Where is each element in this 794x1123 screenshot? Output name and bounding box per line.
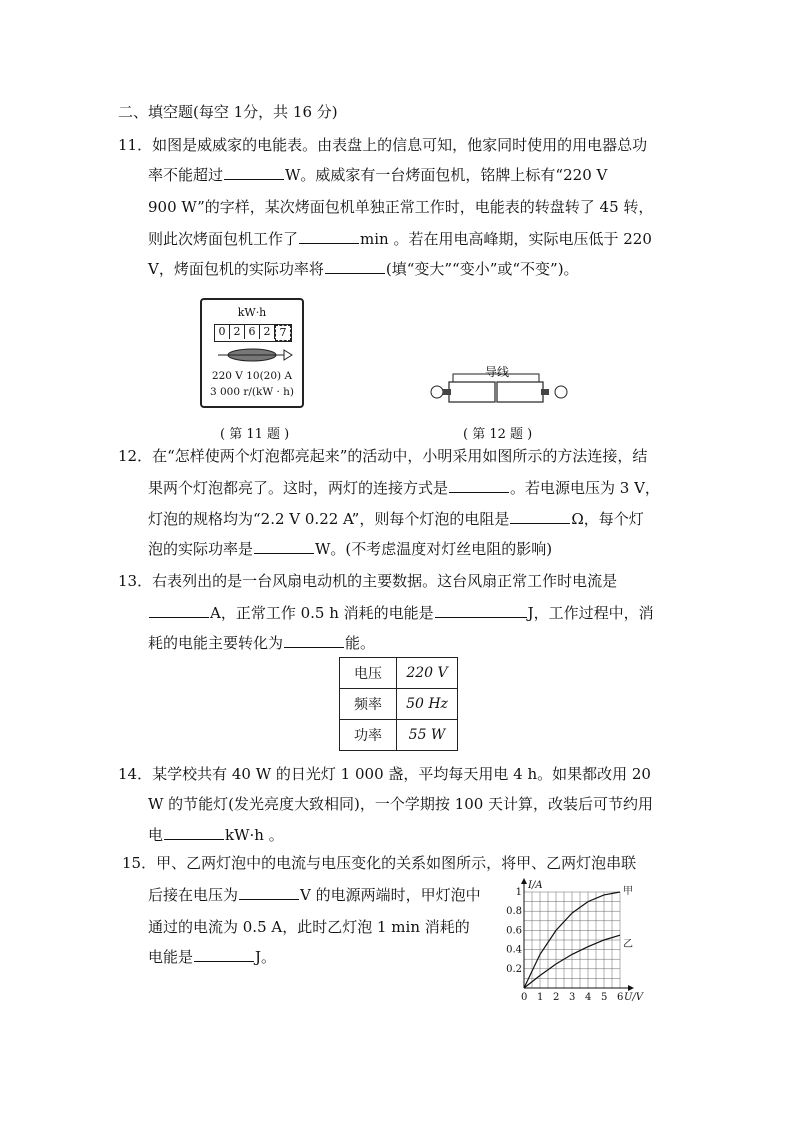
meter-digit: 2	[260, 325, 275, 339]
q11-text: (填“变大”“变小”或“不变”)。	[385, 260, 579, 278]
chart-labels	[506, 880, 645, 1002]
electric-meter-figure	[200, 298, 304, 408]
answer-blank[interactable]	[510, 509, 570, 524]
q13-line3	[148, 633, 375, 653]
y-tick-label: 0.4	[506, 944, 522, 956]
table-key: 电压	[340, 658, 397, 689]
q12-line3	[148, 509, 644, 529]
section-title: 二、填空题(每空 1分，共 16 分)	[118, 103, 338, 121]
q11-text: 率不能超过	[148, 166, 224, 184]
meter-constant: 3 000 r/(kW · h)	[209, 386, 295, 398]
q15-line1: 15．甲、乙两灯泡中的电流与电压变化的关系如图所示，将甲、乙两灯泡串联	[122, 854, 637, 872]
q11-line3: 900 W”的字样，某次烤面包机单独正常工作时，电能表的转盘转了 45 转，	[148, 198, 654, 216]
wire-label: 导线	[485, 365, 510, 379]
y-tick-label: 1	[515, 887, 522, 898]
q11-text: 则此次烤面包机工作了	[148, 230, 299, 248]
meter-digits	[214, 324, 292, 342]
x-tick-label: 3	[569, 992, 576, 1002]
answer-blank[interactable]	[299, 229, 359, 244]
q13-text: 能。	[345, 634, 376, 652]
table-row	[340, 689, 458, 720]
answer-blank[interactable]	[325, 259, 385, 274]
q13-text: J，工作过程中，消	[527, 604, 654, 622]
q14-text: 电	[148, 826, 164, 844]
meter-digit: 0	[215, 325, 230, 339]
iv-chart	[502, 870, 654, 1002]
q15-text: V 的电源两端时，甲灯泡中	[300, 886, 481, 904]
y-tick-label: 0.8	[506, 906, 522, 918]
y-tick-label: 0.6	[506, 925, 522, 937]
q13-text: 耗的电能主要转化为	[148, 634, 284, 652]
q12-line1: 12．在“怎样使两个灯泡都亮起来”的活动中，小明采用如图所示的方法连接，结	[118, 447, 648, 465]
q12-line2	[148, 478, 660, 498]
x-tick-label: 5	[601, 992, 608, 1002]
q15-line4	[148, 947, 276, 967]
series-label: 乙	[623, 939, 633, 951]
q13-line1: 13．右表列出的是一台风扇电动机的主要数据。这台风扇正常工作时电流是	[118, 572, 618, 590]
answer-blank[interactable]	[164, 825, 224, 840]
table-value: 220 V	[397, 658, 458, 689]
q12-text: 。若电源电压为 3 V，	[510, 479, 660, 497]
q14-line2: W 的节能灯(发光亮度大致相同)，一个学期按 100 天计算，改装后可节约用	[148, 795, 654, 813]
q15-line2	[148, 885, 481, 905]
q15-text: 后接在电压为	[148, 886, 239, 904]
meter-disc-icon	[214, 344, 294, 366]
q11-text: min 。若在用电高峰期，实际电压低于 220	[360, 230, 652, 248]
meter-digit: 7	[275, 325, 291, 341]
answer-blank[interactable]	[449, 478, 509, 493]
q14-text: kW·h 。	[225, 826, 284, 844]
q14-line3	[148, 825, 284, 845]
q11-text: W。威威家有一台烤面包机，铭牌上标有“220 V	[285, 166, 608, 184]
series-label: 甲	[623, 886, 633, 897]
answer-blank[interactable]	[254, 539, 314, 554]
x-tick-label: 1	[537, 992, 544, 1002]
q11-line5	[148, 259, 579, 279]
q13-text: A，正常工作 0.5 h 消耗的电能是	[210, 604, 434, 622]
x-axis-arrow-icon	[628, 985, 634, 991]
table-value: 50 Hz	[397, 689, 458, 720]
y-tick-label: 0.2	[506, 963, 522, 975]
table-row	[340, 658, 458, 689]
answer-blank[interactable]	[194, 947, 254, 962]
figure-caption-12: ( 第 12 题 )	[463, 427, 533, 442]
x-tick-label: 4	[585, 992, 592, 1002]
q11-line1: 11．如图是威威家的电能表。由表盘上的信息可知，他家同时使用的用电器总功	[118, 136, 648, 154]
table-row	[340, 720, 458, 751]
q11-text: V，烤面包机的实际功率将	[148, 260, 324, 278]
answer-blank[interactable]	[435, 603, 527, 618]
table-key: 功率	[340, 720, 397, 751]
q12-text: 泡的实际功率是	[148, 540, 254, 558]
q15-text: 电能是	[148, 948, 194, 966]
meter-unit: kW·h	[237, 306, 267, 319]
meter-digit: 6	[245, 325, 260, 339]
table-key: 频率	[340, 689, 397, 720]
q14-line1: 14．某学校共有 40 W 的日光灯 1 000 盏，平均每天用电 4 h。如果都改用 20	[118, 765, 651, 783]
q11-line2	[148, 165, 607, 185]
x-axis-label: U/V	[624, 992, 644, 1002]
figure-caption-11: ( 第 11 题 )	[220, 427, 290, 442]
meter-rating: 220 V 10(20) A	[211, 370, 293, 382]
q12-text: 果两个灯泡都亮了。这时，两灯的连接方式是	[148, 479, 449, 497]
y-axis-arrow-icon	[521, 878, 527, 884]
answer-blank[interactable]	[284, 633, 344, 648]
q15-text: J。	[255, 948, 277, 966]
y-axis-label: I/A	[528, 880, 543, 891]
table-value: 55 W	[397, 720, 458, 751]
q12-text: 灯泡的规格均为“2.2 V 0.22 A”，则每个灯泡的电阻是	[148, 510, 510, 528]
q12-text: Ω，每个灯	[571, 510, 644, 528]
x-tick-label: 2	[553, 992, 560, 1002]
answer-blank[interactable]	[239, 885, 299, 900]
answer-blank[interactable]	[224, 165, 284, 180]
chart-axes	[521, 878, 634, 991]
q11-line4	[148, 229, 652, 249]
q15-line3: 通过的电流为 0.5 A，此时乙灯泡 1 min 消耗的	[148, 918, 470, 936]
fan-data-table	[339, 657, 458, 751]
x-tick-label: 6	[617, 992, 624, 1002]
q12-line4	[148, 539, 552, 559]
q13-line2	[148, 603, 654, 623]
answer-blank[interactable]	[149, 603, 209, 618]
meter-digit: 2	[230, 325, 245, 339]
q12-text: W。(不考虑温度对灯丝电阻的影响)	[315, 540, 553, 558]
x-tick-label: 0	[521, 992, 528, 1002]
